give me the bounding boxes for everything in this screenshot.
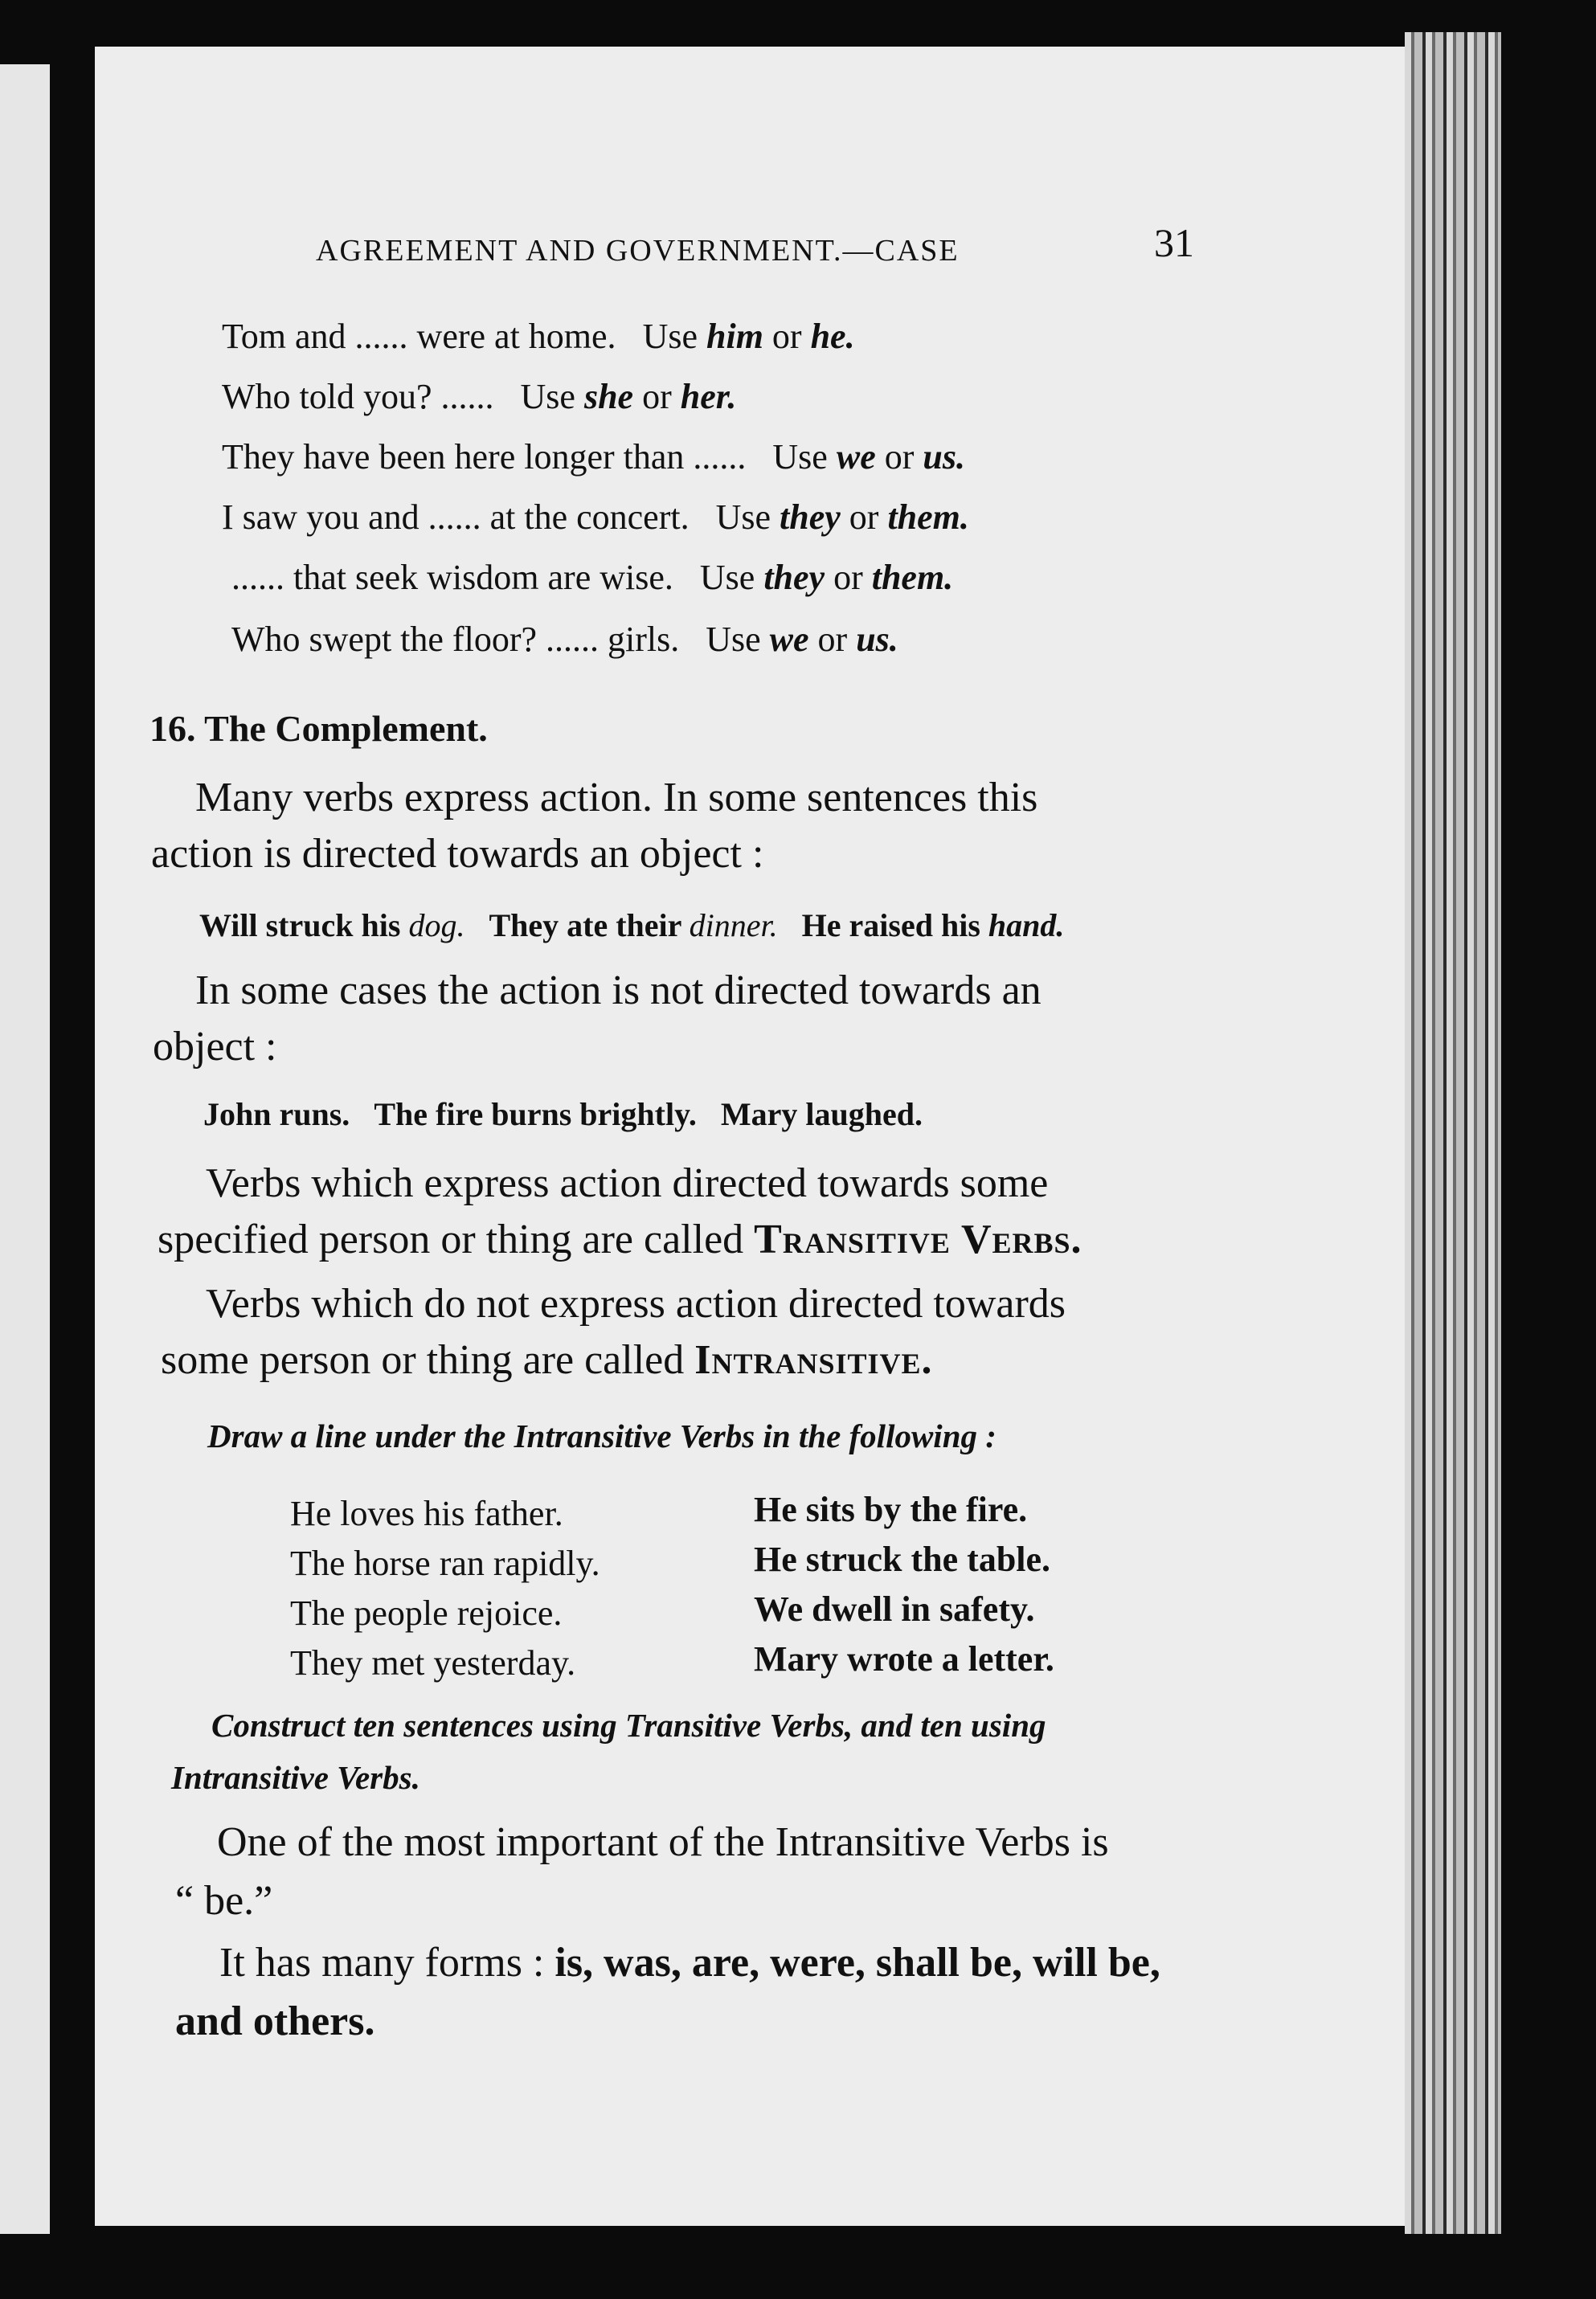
exercise-line-4: I saw you and ...... at the concert. Use they or them. [222, 497, 969, 537]
paragraph-5-line-2: “ be.” [175, 1878, 273, 1924]
adjacent-page-edge [0, 64, 50, 2234]
paragraph-1-line-2: action is directed towards an object : [151, 831, 764, 877]
term-transitive-verbs: Transitive Verbs. [754, 1217, 1082, 1262]
exercise-line-1: Tom and ...... were at home. Use him or he. [222, 317, 855, 356]
list-item: We dwell in safety. [754, 1589, 1035, 1629]
list-item: The horse ran rapidly. [290, 1544, 600, 1583]
list-item: He loves his father. [290, 1494, 563, 1533]
paragraph-2-line-2: object : [153, 1024, 277, 1070]
instruction-construct-line-2: Intransitive Verbs. [171, 1759, 420, 1796]
exercise-line-5: ...... that seek wisdom are wise. Use they or them. [231, 558, 954, 597]
list-item: Mary wrote a letter. [754, 1639, 1054, 1679]
paragraph-1-line-1: Many verbs express action. In some sentences this [195, 775, 1038, 820]
book-page [95, 47, 1405, 2226]
page-stack-edge [1405, 32, 1501, 2234]
paragraph-2-line-1: In some cases the action is not directed towards an [195, 967, 1041, 1013]
paragraph-5-line-1: One of the most important of the Intransitive Verbs is [217, 1819, 1109, 1865]
instruction-construct-line-1: Construct ten sentences using Transitive Verbs, and ten using [211, 1707, 1046, 1744]
right-sentence-column [754, 1485, 1204, 1684]
exercise-line-3: They have been here longer than ...... Use we or us. [222, 437, 965, 477]
list-item: He sits by the fire. [754, 1490, 1028, 1529]
exercise-line-2: Who told you? ...... Use she or her. [222, 377, 737, 416]
list-item: He struck the table. [754, 1540, 1051, 1579]
paragraph-3-line-1: Verbs which express action directed towards some [206, 1160, 1049, 1206]
section-heading: 16. The Complement. [149, 708, 488, 749]
list-item: The people rejoice. [290, 1593, 563, 1633]
paragraph-6-line-1: It has many forms : is, was, are, were, shall be, will be, [219, 1940, 1160, 1986]
running-header: AGREEMENT AND GOVERNMENT.—CASE [316, 234, 960, 268]
paragraph-6-line-2: and others. [175, 1998, 375, 2044]
left-sentence-column [290, 1489, 740, 1688]
paragraph-4-line-2: some person or thing are called Intransitive. [161, 1337, 933, 1383]
paragraph-3-line-2: specified person or thing are called Transitive Verbs. [158, 1217, 1082, 1262]
term-intransitive: Intransitive. [694, 1337, 933, 1383]
intransitive-examples: John runs. The fire burns brightly. Mary laughed. [203, 1096, 923, 1132]
list-item: They met yesterday. [290, 1643, 576, 1683]
paragraph-4-line-1: Verbs which do not express action directed towards [206, 1281, 1066, 1327]
page-number: 31 [1154, 220, 1194, 265]
transitive-examples: Will struck his dog. They ate their dinner. He raised his hand. [199, 907, 1065, 943]
instruction-underline: Draw a line under the Intransitive Verbs in the following : [207, 1417, 996, 1454]
exercise-line-6: Who swept the floor? ...... girls. Use we or us. [231, 620, 898, 659]
